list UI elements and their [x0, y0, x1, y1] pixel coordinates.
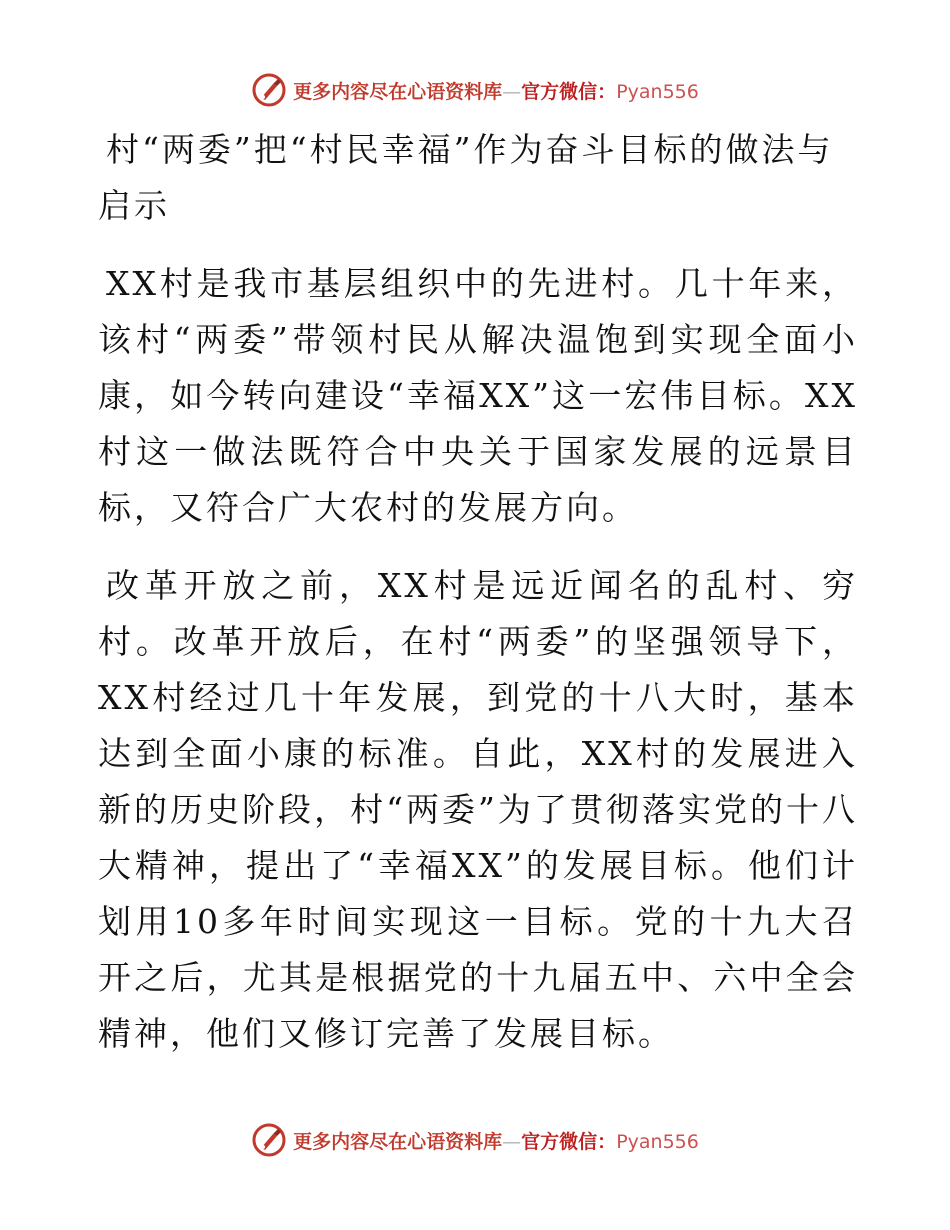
watermark-official-text: 官方微信：: [521, 1130, 617, 1153]
watermark-main-text: 更多内容尽在心语资料库: [293, 80, 503, 103]
pen-logo-icon: [251, 72, 287, 108]
header-watermark: [0, 70, 950, 110]
watermark-wechat-id: Pyan556: [616, 80, 699, 103]
document-title: 村“两委”把“村民幸福”作为奋斗目标的做法与启示: [98, 130, 834, 225]
footer-watermark: [0, 1120, 950, 1160]
paragraph-1: XX村是我市基层组织中的先进村。几十年来，该村“两委”带领村民从解决温饱到实现全面小康，如今转向建设“幸福XX”这一宏伟目标。XX村这一做法既符合中央关于国家发展的远景目标，又符合广大农村的发展方向。: [98, 264, 858, 527]
pen-logo-icon: [251, 1122, 287, 1158]
watermark-wechat-id: Pyan556: [616, 1130, 699, 1153]
paragraph-2: 改革开放之前，XX村是远近闻名的乱村、穷村。改革开放后，在村“两委”的坚强领导下，XX村经过几十年发展，到党的十八大时，基本达到全面小康的标准。自此，XX村的发展进入新的历史阶段，村“两委”为了贯彻落实党的十八大精神，提出了“幸福XX”的发展目标。他们计划用10多年时间实现这一目标。党的十九大召开之后，尤其是根据党的十九届五中、六中全会精神，他们又修订完善了发展目标。: [98, 566, 858, 1053]
document-body: [98, 122, 858, 1062]
watermark-main-text: 更多内容尽在心语资料库: [293, 1130, 503, 1153]
watermark-official-text: 官方微信：: [521, 80, 617, 103]
watermark-dash: —: [502, 80, 522, 103]
watermark-dash: —: [502, 1130, 522, 1153]
